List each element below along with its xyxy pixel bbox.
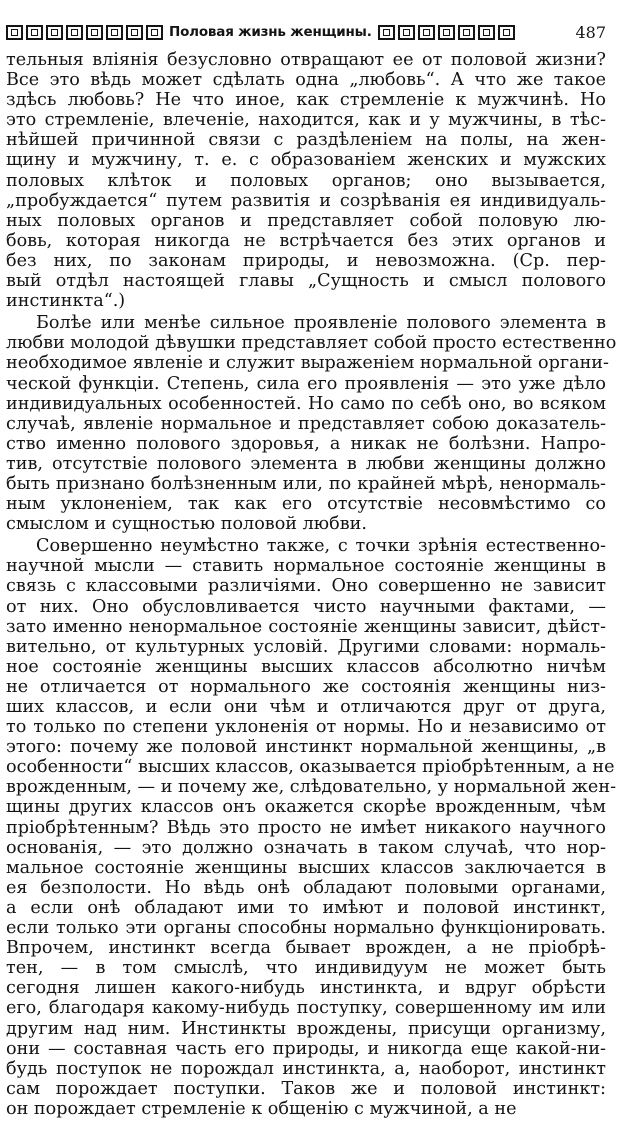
text-line: сам порождает поступки. Таков же и половой инстинкт:: [6, 1078, 606, 1099]
paragraph: [6, 536, 617, 1119]
text-line: Все это вѣдь может сдѣлать одна „любовь“. А что же такое: [6, 70, 606, 91]
running-header: [6, 20, 606, 44]
text-line: вый отдѣл настоящей главы „Сущность и смысл полового: [6, 271, 606, 292]
running-title: Половая жизнь женщины.: [169, 24, 372, 40]
text-line: то только по степени уклоненiя от нормы. Но и независимо от: [6, 717, 606, 738]
ornament-square-icon: [106, 25, 123, 40]
text-line: Совершенно неумѣстно также, с точки зрѣнiя естественно-: [36, 536, 606, 557]
text-line: ным уклоненiем, так как его отсутствiе несовмѣстимо со: [6, 494, 606, 515]
text-line: он порождает стремленiе к общенiю с мужчиной, а не: [6, 1098, 517, 1119]
text-line: „пробуждается“ путем развитiя и созрѣванiя ея индивидуаль-: [6, 190, 606, 211]
paragraph: [6, 313, 617, 535]
text-line: тив, отсутствiе полового элемента в любви женщины должно: [6, 453, 606, 474]
text-line: щины других классов онъ окажется скорѣе врожденным, чѣм: [6, 797, 606, 818]
text-line: тен, — в том смыслѣ, что индивидуум не может быть: [6, 958, 606, 979]
text-line: вительно, от культурных условiй. Другими словами: нормаль-: [6, 636, 606, 657]
ornament-square-icon: [46, 25, 63, 40]
text-line: врожденным, — и почему же, слѣдовательно, у нормальной жен-: [6, 777, 617, 798]
ornament-square-icon: [86, 25, 103, 40]
text-line: сегодня лишен какого-нибудь инстинкта, и вдруг обрѣсти: [6, 978, 606, 999]
body-text: [6, 50, 617, 1119]
text-line: основанiя, — это должно означать в таком случаѣ, что нор-: [6, 837, 606, 858]
ornament-square-icon: [66, 25, 83, 40]
text-line: бовь, которая никогда не встрѣчается без этих органов и: [6, 230, 606, 251]
text-line: нѣйшей причинной связи с раздѣленiем на полы, на жен-: [6, 130, 606, 151]
text-line: связь с классовыми различiями. Оно совершенно не зависит: [6, 576, 606, 597]
ornament-square-icon: [398, 25, 415, 40]
text-line: Впрочем, инстинкт всегда бывает врожден, а не прiобрѣ-: [6, 938, 606, 959]
text-line: тельныя влiянiя безусловно отвращают ее от половой жизни?: [6, 50, 606, 70]
text-line: ея безполости. Но вѣдь онѣ обладают половыми органами,: [6, 877, 606, 898]
text-line: особенности“ высших классов, оказывается прiобрѣтенным, а не: [6, 757, 615, 778]
text-line: ших классов, и если они чѣм и отличаются друг от друга,: [6, 697, 606, 717]
text-line: это стремленiе, влеченiе, находится, как и у мужчины, в тѣс-: [6, 110, 606, 131]
text-line: будь поступок не порождал инстинкта, а, наоборот, инстинкт: [6, 1058, 606, 1079]
text-line: индивидуальных особенностей. Но само по себѣ оно, во всяком: [6, 393, 606, 414]
text-line: инстинкта“.): [6, 291, 126, 312]
text-line: его, благодаря какому-нибудь поступку, совершенному им или: [6, 998, 606, 1019]
page-number: 487: [575, 22, 606, 42]
ornament-square-icon: [458, 25, 475, 40]
text-line: ных половых органов и представляет собой половую лю-: [6, 210, 606, 231]
ornament-square-icon: [378, 25, 395, 40]
text-line: случаѣ, явленiе нормальное и представляет собою доказатель-: [6, 413, 606, 434]
header-ornament-right: [378, 25, 515, 40]
text-line: они — составная часть его природы, и никогда еще какой-ни-: [6, 1038, 606, 1059]
text-line: если только эти органы способны нормально функцiонировать.: [6, 918, 606, 939]
text-line: быть признано болѣзненным или, по крайней мѣрѣ, ненормаль-: [6, 473, 606, 494]
ornament-square-icon: [126, 25, 143, 40]
text-line: половых клѣток и половых органов; оно вызывается,: [6, 170, 606, 191]
text-line: прiобрѣтенным? Вѣдь это просто не имѣет никакого научного: [6, 817, 606, 838]
text-line: ное состоянiе женщины высших классов абсолютно ничѣм: [6, 656, 606, 677]
text-line: любви молодой дѣвушки представляет собой просто естественно: [6, 333, 617, 354]
text-line: смыслом и сущностью половой любви.: [6, 514, 367, 535]
ornament-square-icon: [146, 25, 163, 40]
ornament-square-icon: [6, 25, 23, 40]
ornament-square-icon: [26, 25, 43, 40]
ornament-square-icon: [478, 25, 495, 40]
text-line: ство именно полового здоровья, а никак не болѣзни. Напро-: [6, 433, 606, 454]
text-line: мальное состоянiе женщины высших классов заключается в: [6, 857, 606, 878]
header-ornament-left: [6, 25, 163, 40]
text-line: здѣсь любовь? Не что иное, как стремленiе к мужчинѣ. Но: [6, 90, 606, 111]
ornament-square-icon: [498, 25, 515, 40]
text-line: от них. Оно обусловливается чисто научными фактами, —: [6, 596, 606, 617]
text-line: а если онѣ обладают ими то имѣют и половой инстинкт,: [6, 897, 606, 918]
text-line: щину и мужчину, т. е. с образованiем женских и мужских: [6, 150, 606, 171]
text-line: научной мысли — ставить нормальное состоянiе женщины в: [6, 556, 606, 577]
paragraph: [6, 50, 606, 311]
text-line: ческой функцiи. Степень, сила его проявленiя — это уже дѣло: [6, 373, 606, 394]
text-line: зато именно ненормальное состоянiе женщины зависит, дѣйст-: [6, 616, 606, 637]
text-line: без них, по законам природы, и невозможна. (Ср. пер-: [6, 250, 606, 271]
text-line: этого: почему же половой инстинкт нормальной женщины, „в: [6, 737, 606, 758]
ornament-square-icon: [438, 25, 455, 40]
ornament-square-icon: [418, 25, 435, 40]
text-line: необходимое явленiе и служит выраженiем нормальной органи-: [6, 353, 609, 374]
text-line: не отличается от нормального же состоянiя женщины низ-: [6, 676, 606, 697]
text-line: Болѣе или менѣе сильное проявленiе полового элемента в: [36, 313, 606, 334]
text-line: другим над ним. Инстинкты врождены, присущи организму,: [6, 1018, 606, 1039]
